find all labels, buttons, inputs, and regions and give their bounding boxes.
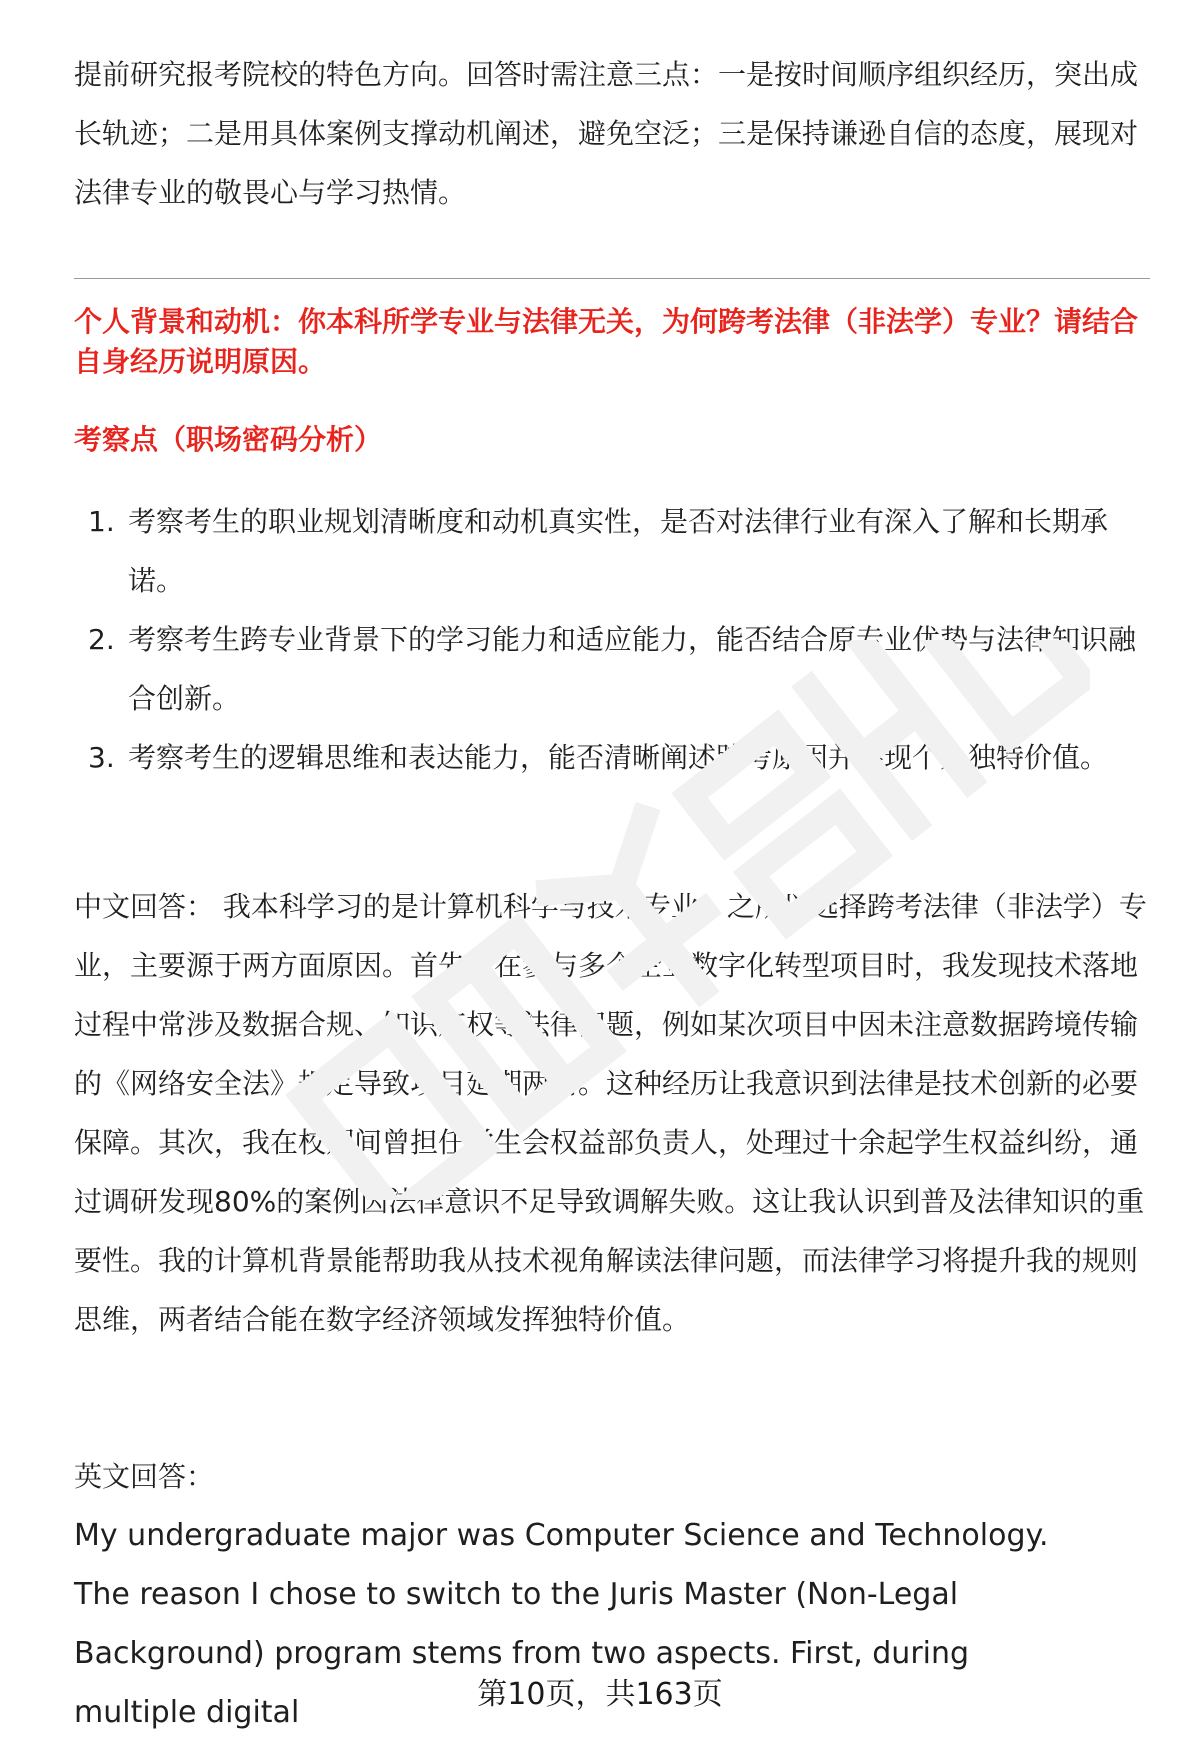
list-item-number: 2. [88, 623, 115, 656]
english-answer-label: 英文回答： [74, 1460, 215, 1493]
list-item [74, 728, 1150, 787]
list-item [74, 610, 1150, 728]
list-item-number: 3. [88, 741, 115, 774]
chinese-answer: 中文回答： 我本科学习的是计算机科学与技术专业，之所以选择跨考法律（非法学）专业，主要源于两方面原因。首先，在参与多个企业数字化转型项目时，我发现技术落地过程中常涉及数据合规、知识产权等法律问题，例如某次项目中因未注意数据跨境传输的《网络安全法》规定导致项目延期两周。这种经历让我意识到法律是技术创新的必要保障。其次，我在校期间曾担任学生会权益部负责人，处理过十余起学生权益纠纷，通过调研发现80%的案例因法律意识不足导致调解失败。这让我认识到普及法律知识的重要性。我的计算机背景能帮助我从技术视角解读法律问题，而法律学习将提升我的规则思维，两者结合能在数字经济领域发挥独特价值。 [74, 890, 1147, 1336]
intro-paragraph: 提前研究报考院校的特色方向。回答时需注意三点：一是按时间顺序组织经历，突出成长轨迹；二是用具体案例支撑动机阐述，避免空泛；三是保持谦逊自信的态度，展现对法律专业的敬畏心与学习热情。 [74, 58, 1139, 209]
english-answer: My undergraduate major was Computer Science and Technology. The reason I chose to switch to the Juris Master (Non-Legal Background) program stems from two aspects. First, during multiple digital [74, 1518, 1049, 1730]
list-item-text: 考察考生跨专业背景下的学习能力和适应能力，能否结合原专业优势与法律知识融合创新。 [128, 623, 1137, 715]
assessment-points-heading: 考察点（职场密码分析） [74, 423, 383, 456]
section-divider [74, 278, 1150, 279]
page-number-footer: 第10页，共163页 [477, 1677, 723, 1712]
list-item-number: 1. [88, 505, 115, 538]
list-item-text: 考察考生的职业规划清晰度和动机真实性，是否对法律行业有深入了解和长期承诺。 [128, 505, 1109, 597]
list-item [74, 492, 1150, 610]
question-heading: 个人背景和动机：你本科所学专业与法律无关，为何跨考法律（非法学）专业？请结合自身经历说明原因。 [74, 305, 1139, 378]
assessment-points-list [74, 492, 1150, 787]
list-item-text: 考察考生的逻辑思维和表达能力，能否清晰阐述跨考原因并展现个人独特价值。 [128, 741, 1109, 774]
